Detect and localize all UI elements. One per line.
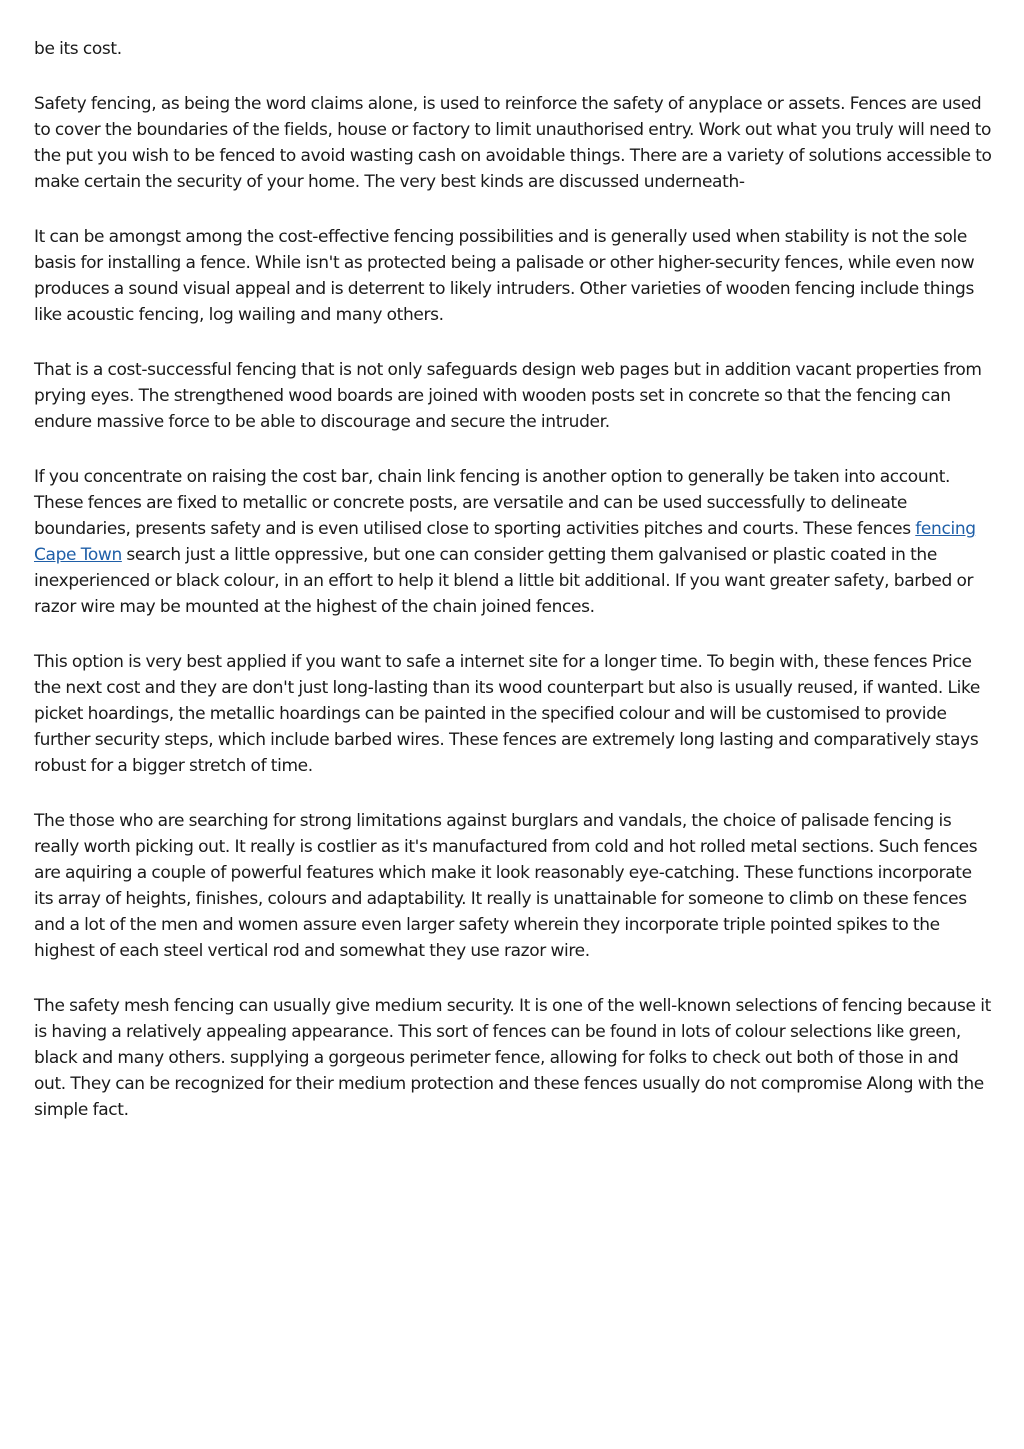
paragraph-metal-hoardings: This option is very best applied if you want to safe a internet site for a longer time. To begin with, these fences Price the next cost and they are don't just long-lasting than its wood counterpart but also is usually reused, if wanted. Like picket hoardings, the metallic hoardings can be painted in the specified colour and will be customised to provide further security steps, which include barbed wires. These fences are extremely long lasting and comparatively stays robust for a bigger stretch of time. xyxy=(34,652,981,776)
paragraph-wooden-fencing: It can be amongst among the cost-effective fencing possibilities and is generally used when stability is not the sole basis for installing a fence. While isn't as protected being a palisade or other higher-security fences, while even now produces a sound visual appeal and is deterrent to likely intruders. Other varieties of wooden fencing include things like acoustic fencing, log wailing and many others. xyxy=(34,227,975,325)
paragraph-safety-fencing: Safety fencing, as being the word claims alone, is used to reinforce the safety of anyplace or assets. Fences are used to cover the boundaries of the fields, house or factory to limit unauthorised entry. Work out what you truly will need to the put you wish to be fenced to avoid wasting cash on avoidable things. There are a variety of solutions accessible to make certain the security of your home. The very best kinds are discussed underneath- xyxy=(34,94,992,192)
chain-link-text-after: search just a little oppressive, but one can consider getting them galvanised or plastic coated in the inexperienced or black colour, in an effort to help it blend a little bit additional. If you want greater safety, barbed or razor wire may be mounted at the highest of the chain joined fences. xyxy=(34,545,974,617)
paragraph-palisade-fencing: The those who are searching for strong limitations against burglars and vandals, the choice of palisade fencing is really worth picking out. It really is costlier as it's manufactured from cold and hot rolled metal sections. Such fences are aquiring a couple of powerful features which make it look reasonably eye-catching. These functions incorporate its array of heights, finishes, colours and adaptability. It really is unattainable for someone to climb on these fences and a lot of the men and women assure even larger safety wherein they incorporate triple pointed spikes to the highest of each steel vertical rod and somewhat they use razor wire. xyxy=(34,811,978,961)
document-body xyxy=(34,36,994,1152)
paragraph-intro-fragment: be its cost. xyxy=(34,39,122,59)
paragraph-mesh-fencing: The safety mesh fencing can usually give medium security. It is one of the well-known selections of fencing because it is having a relatively appealing appearance. This sort of fences can be found in lots of colour selections like green, black and many others. supplying a gorgeous perimeter fence, allowing for folks to check out both of those in and out. They can be recognized for their medium protection and these fences usually do not compromise Along with the simple fact. xyxy=(34,996,991,1120)
fencing-cape-town-link[interactable]: fencing Cape Town xyxy=(34,519,976,565)
paragraph-chain-link-fencing xyxy=(34,464,994,620)
chain-link-text-before: If you concentrate on raising the cost bar, chain link fencing is another option to generally be taken into account. These fences are fixed to metallic or concrete posts, are versatile and can be used successfully to delineate boundaries, presents safety and is even utilised close to sporting activities pitches and courts. These fences xyxy=(34,467,951,539)
paragraph-hoarding-fencing: That is a cost-successful fencing that is not only safeguards design web pages but in addition vacant properties from prying eyes. The strengthened wood boards are joined with wooden posts set in concrete so that the fencing can endure massive force to be able to discourage and secure the intruder. xyxy=(34,360,982,432)
